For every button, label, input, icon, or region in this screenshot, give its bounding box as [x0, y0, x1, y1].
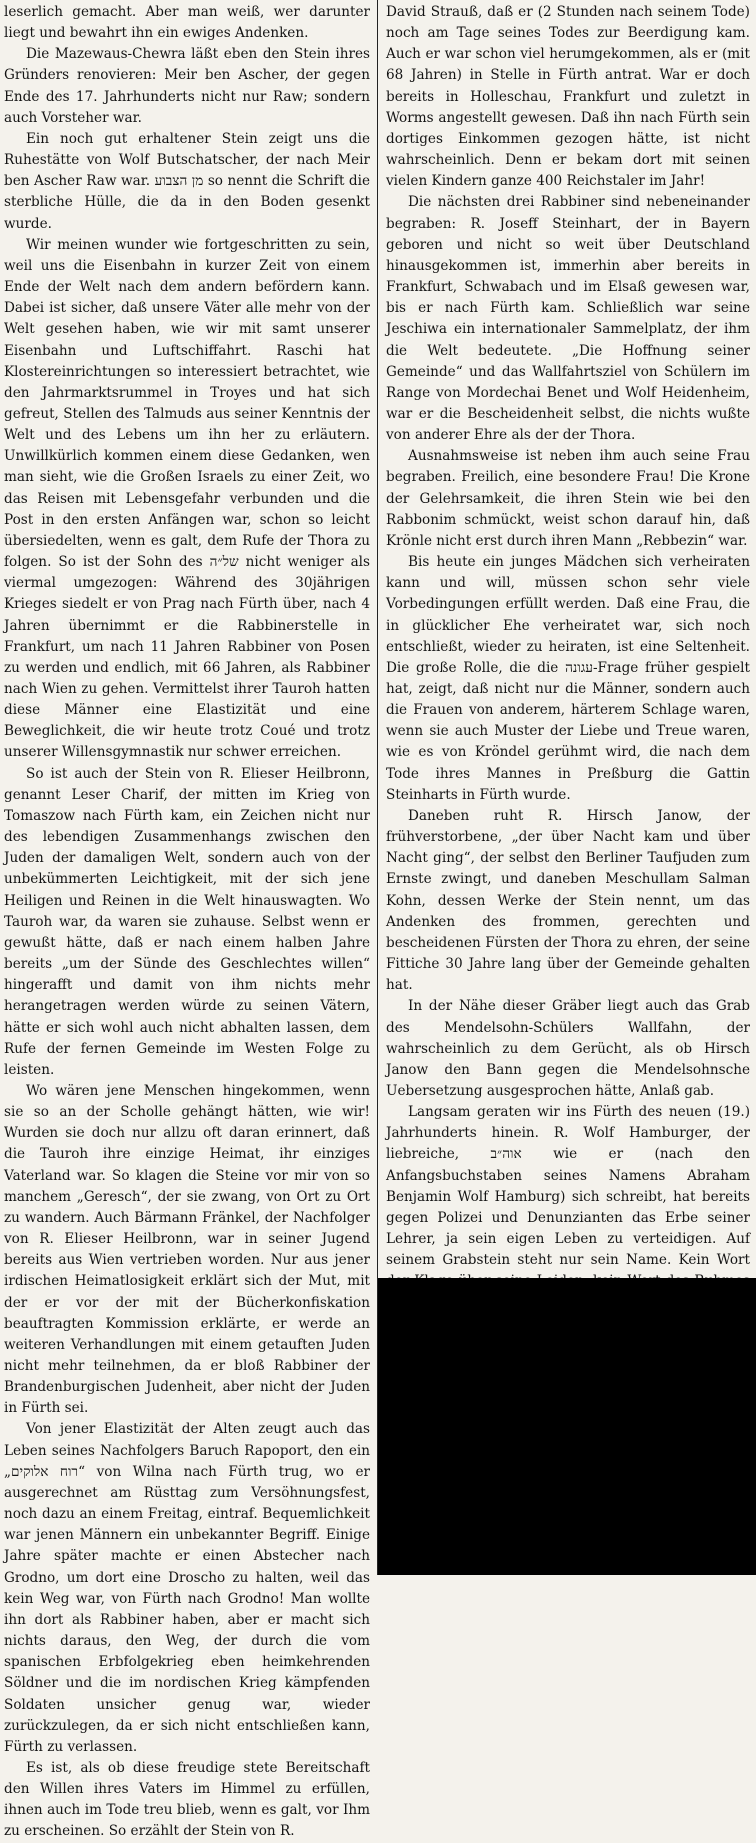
- paragraph: Ein noch gut erhaltener Stein zeigt uns die Ruhestätte von Wolf Butschatscher, der nach Meir ben Ascher Raw war. מן הצבוע so nennt die Schrift die sterbliche Hülle, die da in den Boden gesenkt wurde.: [4, 130, 371, 232]
- paragraph: David Strauß, daß er (2 Stunden nach seinem Tode) noch am Tage seines Todes zur Beerdigung kam. Auch er war schon viel herumgekommen, als er (mit 68 Jahren) in Stelle in Fürth antrat. War er doch bereits in Holleschau, Frankfurt und zuletzt in Worms angestellt gewesen. Daß ihn nach Fürth sein dortiges Einkommen gezogen hätte, ist nicht wahrscheinlich. Denn er bekam dort mit seinen vielen Kindern ganze 400 Reichstaler im Jahr!: [386, 4, 750, 190]
- paragraph: So ist auch der Stein von R. Elieser Heilbronn, genannt Leser Charif, der mitten im Krieg von Tomaszow nach Fürth kam, ein Zeichen nicht nur des lebendigen Zusammenhangs zwischen den Juden der damaligen Welt, sondern auch von der unbekümmerten Leichtigkeit, mit der sich jene Heiligen und Reinen in die Welt hinauswagten. Wo Tauroh war, da waren sie zuhause. Selbst wenn er gewußt hätte, daß er nach einem halben Jahre bereits „um der Sünde des Geschlechtes willen“ hingerafft und damit von ihm nichts mehr herangetragen werden würde zu seinen Vätern, hätte er sich wohl auch nicht abhalten lassen, dem Rufe der fernen Gemeinde im Westen Folge zu leisten.: [4, 765, 370, 1078]
- blank-black-region: [378, 1278, 756, 1575]
- paragraph: Es ist, als ob diese freudige stete Bereitschaft den Willen ihres Vaters im Himmel zu erfüllen, ihnen auch im Tode treu blieb, wenn es galt, vor Ihm zu erscheinen. So erzählt der Stein von R.: [4, 1759, 370, 1840]
- paragraph: Wo wären jene Menschen hingekommen, wenn sie so an der Scholle gehängt hätten, wie wir! Wurden sie doch nur allzu oft daran erinnert, daß die Tauroh ihre einzige Heimat, ihr einziges Vaterland war. So klagen die Steine vor mir von so manchem „Geresch“, der sie zwang, von Ort zu Ort zu wandern. Auch Bärmann Fränkel, der Nachfolger von R. Elieser Heilbronn, war in seiner Jugend bereits aus Wien vertrieben worden. Nur aus jener irdischen Heimatlosigkeit erklärt sich der Mut, mit der er vor der mit der Bücherkonfiskation beauftragten Kommission erklärte, er werde an weiteren Verhandlungen mit einem getauften Juden nicht mehr teilnehmen, da er bloß Rabbiner der Brandenburgischen Judenheit, aber nicht der Juden in Fürth sei.: [4, 1082, 370, 1417]
- paragraph: In der Nähe dieser Gräber liegt auch das Grab des Mendelsohn-Schülers Wallfahn, der wahrscheinlich zu dem Gerücht, als ob Hirsch Janow den Bann gegen die Mendelsohnsche Uebersetzung ausgesprochen hätte, Anlaß gab.: [386, 998, 750, 1099]
- paragraph: Daneben ruht R. Hirsch Janow, der frühverstorbene, „der über Nacht kam und über Nacht ging“, der selbst den Berliner Taufjuden zum Ernste zwingt, und daneben Meschullam Salman Kohn, dessen Werke der Stein nennt, um das Andenken des frommen, gerechten und bescheidenen Fürsten der Thora zu ehren, der seine Fittiche 30 Jahre lang über der Gemeinde gehalten hat.: [386, 807, 750, 994]
- paragraph: Bis heute ein junges Mädchen sich verheiraten kann und will, müssen schon sehr viele Vorbedingungen erfüllt werden. Daß eine Frau, die in glücklicher Ehe verheiratet war, sich noch entschließt, wieder zu heiraten, ist eine Seltenheit. Die große Rolle, die die עגונה-Frage früher gespielt hat, zeigt, daß nicht nur die Männer, sondern auch die Frauen von anderem, härterem Schlage waren, wenn sie auch Muster der Liebe und Treue waren, wie es von Kröndel gerühmt wird, die nach dem Tode ihres Mannes in Preßburg die Gattin Steinharts in Fürth wurde.: [386, 554, 750, 803]
- left-column: [4, 2, 371, 1840]
- paragraph: Ausnahmsweise ist neben ihm auch seine Frau begraben. Freilich, eine besondere Frau! Die Krone der Gelehrsamkeit, die ihren Stein wie bei den Rabbonim schmückt, weist schon darauf hin, daß Krönle nicht erst durch ihren Mann „Rebbezin“ war.: [386, 448, 750, 549]
- paragraph: Von jener Elastizität der Alten zeugt auch das Leben seines Nachfolgers Baruch Rapoport, den ein „רוח אלוקים“ von Wilna nach Fürth trug, wo er ausgerechnet am Rüsttag zum Versöhnungsfest, noch dazu an einem Freitag, eintraf. Bequemlichkeit war jenen Männern ein unbekannter Begriff. Einige Jahre später machte er einen Abstecher nach Grodno, um dort eine Droscho zu halten, weil das kein Weg war, von Fürth nach Grodno! Man wollte ihn dort als Rabbiner haben, aber er macht sich nichts daraus, den Weg, der durch die vom spanischen Erbfolgekrieg eben heimkehrenden Söldner und die im nordischen Krieg kämpfenden Soldaten unsicher genug war, wieder zurückzulegen, da er sich nicht entschließen kann, Fürth zu verlassen.: [4, 1421, 370, 1755]
- paragraph: leserlich gemacht. Aber man weiß, wer darunter liegt und bewahrt ihn ein ewiges Andenken.: [4, 4, 370, 42]
- paragraph: Die Mazewaus-Chewra läßt eben den Stein ihres Gründers renovieren: Meir ben Ascher, der gegen Ende des 17. Jahrhunderts nicht nur Raw; sondern auch Vorsteher war.: [4, 46, 370, 126]
- paragraph: Langsam geraten wir ins Fürth des neuen (19.) Jahrhunderts hinein. R. Wolf Hamburger, der liebreiche, אוה״ב wie er (nach den Anfangsbuchstaben seines Namens Abraham Benjamin Wolf Hamburg) sich schreibt, hat bereits gegen Polizei und Denunzianten das Erbe seiner Lehrer, ja sein eigen Leben zu verteidigen. Auf seinem Grabstein steht nur sein Name. Kein Wort: [386, 1104, 750, 1269]
- paragraph: Wir meinen wunder wie fortgeschritten zu sein, weil uns die Eisenbahn in kurzer Zeit von einem Ende der Welt nach dem andern befördern kann. Dabei ist sicher, daß unsere Väter alle mehr von der Welt gesehen haben, wie wir mit samt unserer Eisenbahn und Luftschiffahrt. Raschi hat Klostereinrichtungen so interessiert betrachtet, wie den Jahrmarktsrummel in Troyes und hat sich gefreut, Stellen des Talmuds aus seiner Kenntnis der Welt und des Lebens um ihn her zu erläutern. Unwillkürlich kommen einem diese Gedanken, wen man sieht, wie die Großen Israels zu einer Zeit, wo das Reisen mit Lebensgefahr verbunden und die Post in den ersten Anfängen war, schon so leicht übersiedelten, wenn es galt, dem Rufe der Thora zu folgen. So ist der Sohn des של״ה nicht weniger als viermal umgezogen: Während des 30jährigen Krieges siedelt er von Prag nach Fürth über, nach 4 Jahren übernimmt er die Rabbinerstelle in Frankfurt, um nach 11 Jahren Rabbiner von Posen zu werden und endlich, mit 66 Jahren, als Rabbiner nach Wien zu gehen. Vermittelst ihrer Tauroh hatten diese Männer eine Elastizität und eine Beweglichkeit, die wir heute trotz Coué und trotz unserer Willensgymnastik nur schwer erreichen.: [4, 236, 370, 761]
- paragraph: Die nächsten drei Rabbiner sind nebeneinander begraben: R. Joseff Steinhart, der in Bayern geboren und nicht so weit über Deutschland hinausgekommen ist, immerhin aber bereits in Frankfurt, Schwabach und im Elsaß gewesen war, bis er nach Fürth kam. Schließlich war seine Jeschiwa ein internationaler Sammelplatz, der ihm die Welt bedeutete. „Die Hoffnung seiner Gemeinde“ und das Wallfahrtsziel von Schülern im Range von Mordechai Benet und Wolf Heidenheim, war er die Bescheidenheit selbst, die nichts wußte von anderer Ehre als der der Thora.: [386, 194, 750, 444]
